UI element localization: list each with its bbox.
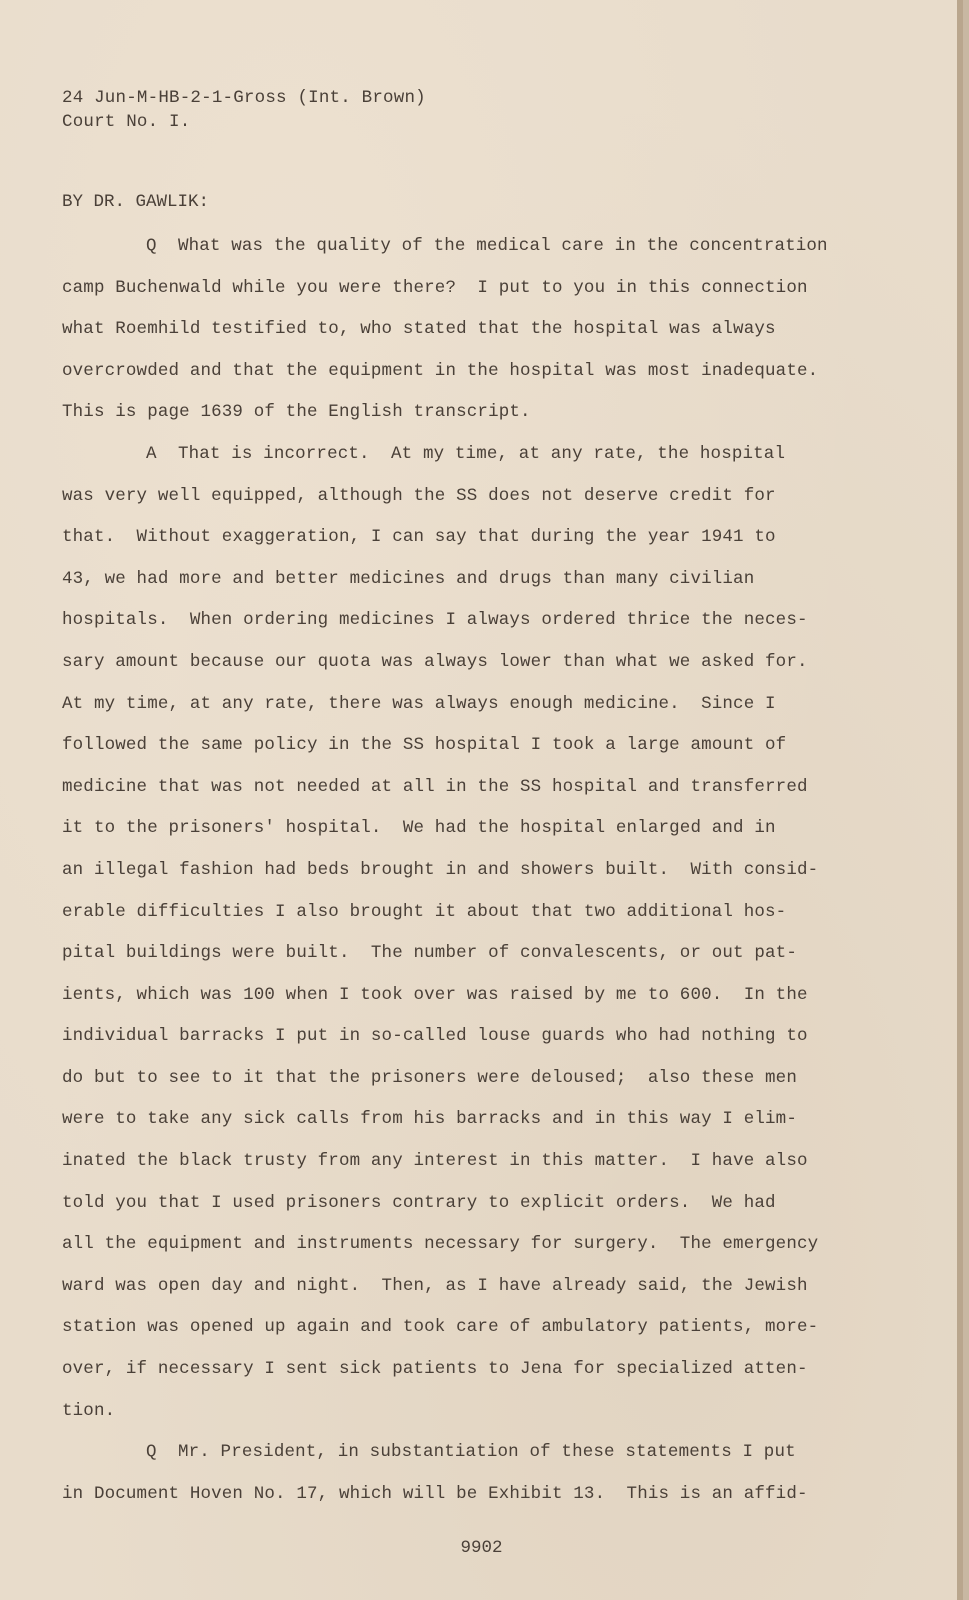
- text-line: followed the same policy in the SS hospital I took a large amount of: [62, 735, 787, 756]
- text-line: an illegal fashion had beds brought in and showers built. With consid-: [62, 859, 819, 880]
- text-line: do but to see to it that the prisoners were deloused; also these men: [62, 1067, 797, 1088]
- text-line: At my time, at any rate, there was always enough medicine. Since I: [62, 693, 776, 714]
- paper-edge: [957, 0, 963, 1600]
- text-line: A That is incorrect. At my time, at any rate, the hospital: [146, 443, 786, 464]
- text-line: hospitals. When ordering medicines I always ordered thrice the neces-: [62, 610, 808, 631]
- text-line: pital buildings were built. The number of convalescents, or out pat-: [62, 943, 797, 964]
- page-number: 9902: [460, 1538, 503, 1558]
- text-line: erable difficulties I also brought it about that two additional hos-: [62, 901, 787, 922]
- text-line: ward was open day and night. Then, as I have already said, the Jewish: [62, 1275, 808, 1296]
- header-court-line: Court No. I.: [62, 112, 191, 132]
- text-line: inated the black trusty from any interest in this matter. I have also: [62, 1151, 808, 1172]
- text-line: Q What was the quality of the medical care in the concentration: [146, 236, 828, 256]
- text-line: camp Buchenwald while you were there? I put to you in this connection: [62, 277, 808, 298]
- text-line: all the equipment and instruments necessary for surgery. The emergency: [62, 1234, 819, 1255]
- text-line: overcrowded and that the equipment in the hospital was most inadequate.: [62, 360, 819, 381]
- text-line: tion.: [62, 1400, 116, 1421]
- text-line: This is page 1639 of the English transcript.: [62, 402, 531, 423]
- text-line: over, if necessary I sent sick patients to Jena for specialized atten-: [62, 1359, 808, 1380]
- text-line: were to take any sick calls from his barracks and in this way I elim-: [62, 1109, 797, 1130]
- text-line: in Document Hoven No. 17, which will be Exhibit 13. This is an affid-: [62, 1483, 808, 1504]
- transcript-body: [62, 226, 832, 1515]
- text-line: medicine that was not needed at all in the SS hospital and transferred: [62, 776, 808, 797]
- text-line: ients, which was 100 when I took over was raised by me to 600. In the: [62, 984, 808, 1005]
- document-header: [62, 86, 426, 134]
- text-line: individual barracks I put in so-called louse guards who had nothing to: [62, 1026, 808, 1047]
- text-line: it to the prisoners' hospital. We had the hospital enlarged and in: [62, 818, 776, 839]
- text-line: that. Without exaggeration, I can say that during the year 1941 to: [62, 527, 776, 548]
- text-line: what Roemhild testified to, who stated that the hospital was always: [62, 319, 776, 340]
- text-line: sary amount because our quota was always lower than what we asked for.: [62, 651, 808, 672]
- text-line: was very well equipped, although the SS does not deserve credit for: [62, 485, 776, 506]
- header-session-line: 24 Jun-M-HB-2-1-Gross (Int. Brown): [62, 88, 426, 108]
- text-line: told you that I used prisoners contrary to explicit orders. We had: [62, 1192, 776, 1213]
- text-line: station was opened up again and took care of ambulatory patients, more-: [62, 1317, 819, 1338]
- text-line: 43, we had more and better medicines and drugs than many civilian: [62, 568, 755, 589]
- text-line: Q Mr. President, in substantiation of these statements I put: [146, 1442, 796, 1463]
- speaker-label: BY DR. GAWLIK:: [62, 192, 210, 212]
